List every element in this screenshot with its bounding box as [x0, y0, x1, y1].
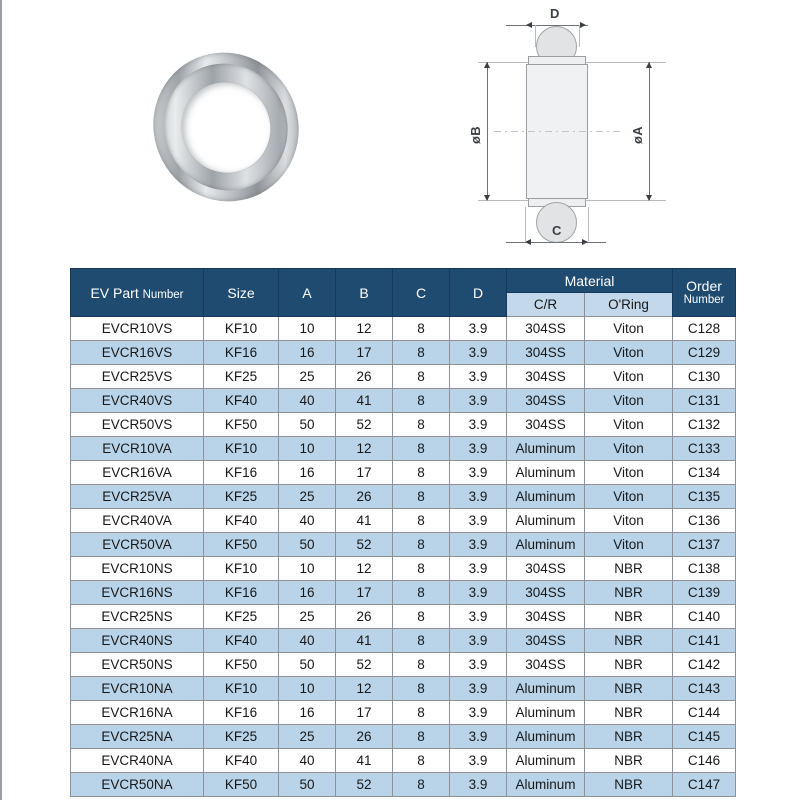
arrow-b-top [484, 62, 490, 68]
cell-order-number: C144 [673, 701, 736, 725]
cell-order-number: C137 [673, 533, 736, 557]
cell-a: 40 [279, 629, 336, 653]
cell-b: 17 [336, 341, 393, 365]
cell-material-cr: Aluminum [507, 509, 585, 533]
arrow-d-right [580, 22, 586, 28]
cell-size: KF50 [204, 533, 279, 557]
cell-d: 3.9 [450, 605, 507, 629]
illustration-area [2, 0, 800, 262]
cell-order-number: C133 [673, 437, 736, 461]
cell-order-number: C141 [673, 629, 736, 653]
table-row [71, 749, 736, 773]
cell-d: 3.9 [450, 557, 507, 581]
dimension-label-a: øA [630, 126, 645, 144]
cell-order-number: C129 [673, 341, 736, 365]
table-row [71, 413, 736, 437]
column-header-c: C [393, 269, 450, 317]
ext-line-c-right [588, 207, 589, 241]
table-row [71, 485, 736, 509]
cell-part-number: EVCR40NA [71, 749, 204, 773]
cell-material-oring: Viton [585, 533, 673, 557]
cell-d: 3.9 [450, 725, 507, 749]
cell-size: KF25 [204, 605, 279, 629]
cell-b: 17 [336, 581, 393, 605]
cell-c: 8 [393, 485, 450, 509]
cell-c: 8 [393, 605, 450, 629]
cell-c: 8 [393, 725, 450, 749]
cell-material-cr: 304SS [507, 629, 585, 653]
cell-part-number: EVCR10NA [71, 677, 204, 701]
cell-material-cr: 304SS [507, 389, 585, 413]
cell-a: 16 [279, 701, 336, 725]
table-row [71, 557, 736, 581]
cell-material-oring: Viton [585, 437, 673, 461]
cell-a: 10 [279, 557, 336, 581]
dimension-label-c: C [552, 223, 562, 238]
cell-c: 8 [393, 653, 450, 677]
cross-section-drawing [464, 4, 690, 258]
cell-order-number: C132 [673, 413, 736, 437]
cell-c: 8 [393, 509, 450, 533]
cell-size: KF25 [204, 485, 279, 509]
cell-material-cr: Aluminum [507, 701, 585, 725]
cell-material-cr: 304SS [507, 317, 585, 341]
cell-c: 8 [393, 773, 450, 797]
cell-material-cr: Aluminum [507, 725, 585, 749]
cell-d: 3.9 [450, 773, 507, 797]
column-header-material-oring: O'Ring [585, 293, 673, 317]
cell-b: 17 [336, 461, 393, 485]
cell-material-oring: NBR [585, 629, 673, 653]
column-header-material-cr: C/R [507, 293, 585, 317]
cell-material-oring: Viton [585, 389, 673, 413]
cell-size: KF50 [204, 653, 279, 677]
cell-b: 52 [336, 773, 393, 797]
cell-material-oring: Viton [585, 413, 673, 437]
cell-material-cr: Aluminum [507, 461, 585, 485]
cell-c: 8 [393, 701, 450, 725]
order-label-big: Order [686, 277, 722, 294]
table-row [71, 773, 736, 797]
cell-d: 3.9 [450, 701, 507, 725]
cell-material-cr: 304SS [507, 365, 585, 389]
cell-order-number: C140 [673, 605, 736, 629]
dimension-line-b [487, 62, 488, 200]
part-number-label-small: Number [142, 288, 184, 301]
cell-order-number: C145 [673, 725, 736, 749]
cell-part-number: EVCR40VS [71, 389, 204, 413]
cell-order-number: C146 [673, 749, 736, 773]
cell-b: 41 [336, 629, 393, 653]
table-row [71, 581, 736, 605]
cell-d: 3.9 [450, 341, 507, 365]
cell-part-number: EVCR10VS [71, 317, 204, 341]
dimension-label-b: øB [468, 126, 483, 144]
cell-size: KF50 [204, 413, 279, 437]
cell-b: 52 [336, 533, 393, 557]
cell-c: 8 [393, 413, 450, 437]
cell-order-number: C138 [673, 557, 736, 581]
ext-line-c-left [525, 207, 526, 241]
cell-part-number: EVCR50NS [71, 653, 204, 677]
cell-part-number: EVCR16NS [71, 581, 204, 605]
cell-d: 3.9 [450, 533, 507, 557]
cell-d: 3.9 [450, 317, 507, 341]
cell-material-cr: Aluminum [507, 677, 585, 701]
cell-d: 3.9 [450, 749, 507, 773]
cell-material-cr: Aluminum [507, 485, 585, 509]
column-header-size: Size [204, 269, 279, 317]
cell-c: 8 [393, 557, 450, 581]
cell-size: KF40 [204, 629, 279, 653]
cell-material-cr: Aluminum [507, 749, 585, 773]
arrow-d-left [526, 22, 532, 28]
cell-material-cr: 304SS [507, 341, 585, 365]
cell-part-number: EVCR16VS [71, 341, 204, 365]
cell-a: 25 [279, 365, 336, 389]
cell-order-number: C142 [673, 653, 736, 677]
cell-part-number: EVCR25NS [71, 605, 204, 629]
cell-a: 40 [279, 749, 336, 773]
cell-b: 12 [336, 557, 393, 581]
cell-material-cr: 304SS [507, 653, 585, 677]
cell-material-cr: Aluminum [507, 437, 585, 461]
cell-material-cr: 304SS [507, 557, 585, 581]
cell-size: KF10 [204, 437, 279, 461]
cell-a: 10 [279, 317, 336, 341]
cell-size: KF50 [204, 773, 279, 797]
cell-size: KF16 [204, 701, 279, 725]
cell-d: 3.9 [450, 365, 507, 389]
cell-c: 8 [393, 437, 450, 461]
cell-material-oring: NBR [585, 677, 673, 701]
cell-a: 25 [279, 605, 336, 629]
cell-a: 16 [279, 461, 336, 485]
cell-order-number: C136 [673, 509, 736, 533]
table-row [71, 341, 736, 365]
ext-line-a-top [586, 62, 666, 63]
ext-line-d-right [579, 25, 580, 47]
cell-b: 17 [336, 701, 393, 725]
cell-material-oring: NBR [585, 557, 673, 581]
cell-a: 50 [279, 653, 336, 677]
cell-c: 8 [393, 533, 450, 557]
kf-centering-ring-specification-table [70, 268, 736, 797]
dimension-line-a [649, 62, 650, 200]
cell-part-number: EVCR10VA [71, 437, 204, 461]
table-header [71, 269, 736, 317]
cell-size: KF25 [204, 365, 279, 389]
cell-d: 3.9 [450, 389, 507, 413]
cell-b: 41 [336, 749, 393, 773]
header-row-primary [71, 269, 736, 293]
table-row [71, 677, 736, 701]
specification-table-container [70, 268, 735, 797]
arrow-b-bottom [484, 195, 490, 201]
cell-material-oring: Viton [585, 365, 673, 389]
cell-b: 26 [336, 485, 393, 509]
cell-material-cr: 304SS [507, 605, 585, 629]
column-header-part-number [71, 269, 204, 317]
cell-d: 3.9 [450, 413, 507, 437]
table-row [71, 653, 736, 677]
table-row [71, 533, 736, 557]
cell-c: 8 [393, 749, 450, 773]
cell-material-oring: Viton [585, 509, 673, 533]
table-row [71, 509, 736, 533]
cell-c: 8 [393, 629, 450, 653]
cell-material-oring: NBR [585, 605, 673, 629]
cell-order-number: C134 [673, 461, 736, 485]
cell-order-number: C128 [673, 317, 736, 341]
cell-order-number: C130 [673, 365, 736, 389]
table-row [71, 605, 736, 629]
table-row [71, 725, 736, 749]
cell-material-cr: Aluminum [507, 773, 585, 797]
dimension-label-d: D [550, 6, 560, 21]
cell-b: 26 [336, 725, 393, 749]
cell-a: 50 [279, 533, 336, 557]
cell-size: KF25 [204, 725, 279, 749]
cell-b: 41 [336, 389, 393, 413]
cell-material-cr: Aluminum [507, 533, 585, 557]
cell-material-cr: 304SS [507, 581, 585, 605]
cell-order-number: C139 [673, 581, 736, 605]
cell-b: 26 [336, 605, 393, 629]
cell-material-oring: Viton [585, 485, 673, 509]
cell-d: 3.9 [450, 629, 507, 653]
center-line [494, 131, 622, 132]
part-number-label-big: EV Part [90, 284, 139, 301]
cell-b: 12 [336, 677, 393, 701]
table-row [71, 461, 736, 485]
cell-size: KF40 [204, 509, 279, 533]
table-row [71, 629, 736, 653]
cell-c: 8 [393, 389, 450, 413]
dimension-line-d [506, 25, 588, 26]
cell-d: 3.9 [450, 509, 507, 533]
cell-d: 3.9 [450, 677, 507, 701]
table-row [71, 317, 736, 341]
cell-a: 25 [279, 725, 336, 749]
cell-d: 3.9 [450, 581, 507, 605]
cell-material-oring: NBR [585, 773, 673, 797]
cell-part-number: EVCR16NA [71, 701, 204, 725]
cell-material-oring: Viton [585, 341, 673, 365]
cell-c: 8 [393, 461, 450, 485]
cell-order-number: C135 [673, 485, 736, 509]
arrow-c-right [582, 239, 588, 245]
cell-a: 10 [279, 677, 336, 701]
ext-line-a-bottom [586, 200, 666, 201]
cell-part-number: EVCR40NS [71, 629, 204, 653]
cell-a: 50 [279, 413, 336, 437]
cell-size: KF16 [204, 581, 279, 605]
cell-c: 8 [393, 677, 450, 701]
cell-a: 16 [279, 341, 336, 365]
cell-b: 12 [336, 317, 393, 341]
cell-material-oring: NBR [585, 749, 673, 773]
cell-order-number: C143 [673, 677, 736, 701]
order-label-small: Number [683, 293, 725, 306]
column-header-material: Material [507, 269, 673, 293]
cell-order-number: C147 [673, 773, 736, 797]
cell-c: 8 [393, 365, 450, 389]
cell-a: 40 [279, 509, 336, 533]
cell-size: KF40 [204, 389, 279, 413]
table-row [71, 701, 736, 725]
cell-a: 50 [279, 773, 336, 797]
cell-b: 41 [336, 509, 393, 533]
cell-part-number: EVCR40VA [71, 509, 204, 533]
cell-material-oring: NBR [585, 653, 673, 677]
cell-size: KF16 [204, 461, 279, 485]
cell-a: 16 [279, 581, 336, 605]
cell-order-number: C131 [673, 389, 736, 413]
cell-a: 10 [279, 437, 336, 461]
cell-c: 8 [393, 581, 450, 605]
cell-c: 8 [393, 341, 450, 365]
column-header-order-number [673, 269, 736, 317]
cell-material-oring: NBR [585, 581, 673, 605]
dimension-line-c [506, 242, 606, 243]
column-header-d: D [450, 269, 507, 317]
cell-size: KF10 [204, 677, 279, 701]
cell-part-number: EVCR50VS [71, 413, 204, 437]
cell-size: KF40 [204, 749, 279, 773]
cell-d: 3.9 [450, 461, 507, 485]
cell-part-number: EVCR50NA [71, 773, 204, 797]
cell-material-oring: Viton [585, 317, 673, 341]
cell-d: 3.9 [450, 653, 507, 677]
cell-d: 3.9 [450, 437, 507, 461]
cell-size: KF10 [204, 317, 279, 341]
cell-b: 26 [336, 365, 393, 389]
cell-part-number: EVCR25VS [71, 365, 204, 389]
cell-a: 40 [279, 389, 336, 413]
table-row [71, 365, 736, 389]
cell-material-cr: 304SS [507, 413, 585, 437]
cell-b: 12 [336, 437, 393, 461]
arrow-a-bottom [646, 195, 652, 201]
table-row [71, 389, 736, 413]
cell-part-number: EVCR50VA [71, 533, 204, 557]
cell-d: 3.9 [450, 485, 507, 509]
table-row [71, 437, 736, 461]
arrow-a-top [646, 62, 652, 68]
cell-size: KF10 [204, 557, 279, 581]
cell-size: KF16 [204, 341, 279, 365]
cell-material-oring: Viton [585, 461, 673, 485]
column-header-b: B [336, 269, 393, 317]
cell-part-number: EVCR10NS [71, 557, 204, 581]
cell-a: 25 [279, 485, 336, 509]
cell-b: 52 [336, 413, 393, 437]
cell-b: 52 [336, 653, 393, 677]
cell-material-oring: NBR [585, 725, 673, 749]
cell-material-oring: NBR [585, 701, 673, 725]
arrow-c-left [525, 239, 531, 245]
cell-part-number: EVCR16VA [71, 461, 204, 485]
cell-c: 8 [393, 317, 450, 341]
column-header-a: A [279, 269, 336, 317]
cell-part-number: EVCR25VA [71, 485, 204, 509]
centering-ring-photo [154, 52, 298, 202]
cell-part-number: EVCR25NA [71, 725, 204, 749]
table-body [71, 317, 736, 797]
